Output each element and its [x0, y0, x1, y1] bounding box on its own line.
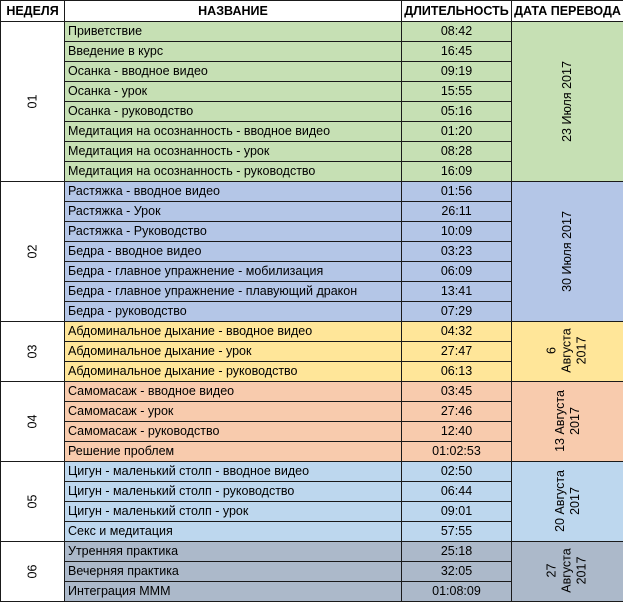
- week-number: 04: [25, 415, 40, 429]
- lesson-duration-cell: 01:20: [402, 122, 512, 142]
- lesson-name-cell: Цигун - маленький столп - урок: [65, 502, 402, 522]
- lesson-name-cell: Цигун - маленький столп - вводное видео: [65, 462, 402, 482]
- lesson-name-cell: Бедра - главное упражнение - плавующий дракон: [65, 282, 402, 302]
- week-number: 05: [25, 495, 40, 509]
- table-row: [1, 22, 623, 42]
- table-row: [1, 542, 623, 562]
- lesson-duration-cell: 10:09: [402, 222, 512, 242]
- translation-date: 23 Июля 2017: [560, 61, 575, 142]
- table-row: [1, 462, 623, 482]
- lesson-duration-cell: 02:50: [402, 462, 512, 482]
- translation-date-cell: [512, 542, 623, 602]
- lesson-name-cell: Бедра - вводное видео: [65, 242, 402, 262]
- lesson-duration-cell: 26:11: [402, 202, 512, 222]
- week-number: 03: [25, 345, 40, 359]
- translation-date: 6 Августа 2017: [545, 328, 590, 372]
- translation-date-cell: [512, 22, 623, 182]
- lesson-duration-cell: 15:55: [402, 82, 512, 102]
- lesson-name-cell: Растяжка - Урок: [65, 202, 402, 222]
- lesson-duration-cell: 07:29: [402, 302, 512, 322]
- lesson-name-cell: Бедра - руководство: [65, 302, 402, 322]
- translation-date-cell: [512, 382, 623, 462]
- lesson-duration-cell: 01:08:09: [402, 582, 512, 602]
- lesson-duration-cell: 04:32: [402, 322, 512, 342]
- lesson-duration-cell: 25:18: [402, 542, 512, 562]
- lesson-name-cell: Самомасаж - вводное видео: [65, 382, 402, 402]
- week-number-cell: [1, 322, 65, 382]
- table-row: [1, 382, 623, 402]
- table-row: [1, 182, 623, 202]
- lesson-name-cell: Секс и медитация: [65, 522, 402, 542]
- header-week: НЕДЕЛЯ: [1, 1, 65, 22]
- week-number: 06: [25, 565, 40, 579]
- header-date: ДАТА ПЕРЕВОДА: [512, 1, 623, 22]
- lesson-name-cell: Вечерняя практика: [65, 562, 402, 582]
- lesson-duration-cell: 01:56: [402, 182, 512, 202]
- lesson-name-cell: Осанка - урок: [65, 82, 402, 102]
- translation-date-cell: [512, 462, 623, 542]
- lesson-duration-cell: 08:42: [402, 22, 512, 42]
- lesson-duration-cell: 05:16: [402, 102, 512, 122]
- lesson-name-cell: Самомасаж - руководство: [65, 422, 402, 442]
- lesson-duration-cell: 12:40: [402, 422, 512, 442]
- lesson-duration-cell: 16:45: [402, 42, 512, 62]
- lesson-name-cell: Медитация на осознанность - урок: [65, 142, 402, 162]
- schedule-body: [1, 22, 623, 602]
- translation-date-cell: [512, 322, 623, 382]
- lesson-name-cell: Решение проблем: [65, 442, 402, 462]
- header-duration: ДЛИТЕЛЬНОСТЬ: [402, 1, 512, 22]
- lesson-name-cell: Самомасаж - урок: [65, 402, 402, 422]
- lesson-name-cell: Абдоминальное дыхание - руководство: [65, 362, 402, 382]
- lesson-duration-cell: 06:44: [402, 482, 512, 502]
- table-row: [1, 322, 623, 342]
- week-number-cell: [1, 22, 65, 182]
- lesson-duration-cell: 13:41: [402, 282, 512, 302]
- translation-date: 30 Июля 2017: [560, 211, 575, 292]
- lesson-duration-cell: 03:45: [402, 382, 512, 402]
- header-name: НАЗВАНИЕ: [65, 1, 402, 22]
- lesson-name-cell: Приветствие: [65, 22, 402, 42]
- lesson-name-cell: Введение в курс: [65, 42, 402, 62]
- week-number-cell: [1, 382, 65, 462]
- lesson-duration-cell: 08:28: [402, 142, 512, 162]
- lesson-name-cell: Интеграция МММ: [65, 582, 402, 602]
- week-number-cell: [1, 182, 65, 322]
- translation-date: 27 Августа 2017: [545, 548, 590, 592]
- lesson-duration-cell: 57:55: [402, 522, 512, 542]
- lesson-name-cell: Осанка - руководство: [65, 102, 402, 122]
- lesson-duration-cell: 09:19: [402, 62, 512, 82]
- lesson-duration-cell: 27:46: [402, 402, 512, 422]
- lesson-name-cell: Утренняя практика: [65, 542, 402, 562]
- lesson-duration-cell: 03:23: [402, 242, 512, 262]
- lesson-duration-cell: 27:47: [402, 342, 512, 362]
- lesson-duration-cell: 06:09: [402, 262, 512, 282]
- header-row: [1, 1, 623, 22]
- lesson-name-cell: Осанка - вводное видео: [65, 62, 402, 82]
- lesson-duration-cell: 01:02:53: [402, 442, 512, 462]
- lesson-name-cell: Цигун - маленький столп - руководство: [65, 482, 402, 502]
- lesson-duration-cell: 09:01: [402, 502, 512, 522]
- lesson-duration-cell: 32:05: [402, 562, 512, 582]
- lesson-duration-cell: 06:13: [402, 362, 512, 382]
- lesson-name-cell: Медитация на осознанность - вводное видео: [65, 122, 402, 142]
- lesson-name-cell: Медитация на осознанность - руководство: [65, 162, 402, 182]
- lesson-name-cell: Абдоминальное дыхание - вводное видео: [65, 322, 402, 342]
- week-number: 01: [25, 95, 40, 109]
- lesson-name-cell: Растяжка - Руководство: [65, 222, 402, 242]
- week-number-cell: [1, 462, 65, 542]
- week-number-cell: [1, 542, 65, 602]
- lesson-name-cell: Абдоминальное дыхание - урок: [65, 342, 402, 362]
- lesson-duration-cell: 16:09: [402, 162, 512, 182]
- lesson-name-cell: Бедра - главное упражнение - мобилизация: [65, 262, 402, 282]
- translation-date: 20 Августа 2017: [553, 470, 583, 532]
- lesson-name-cell: Растяжка - вводное видео: [65, 182, 402, 202]
- translation-date: 13 Августа 2017: [553, 390, 583, 452]
- translation-date-cell: [512, 182, 623, 322]
- week-number: 02: [25, 245, 40, 259]
